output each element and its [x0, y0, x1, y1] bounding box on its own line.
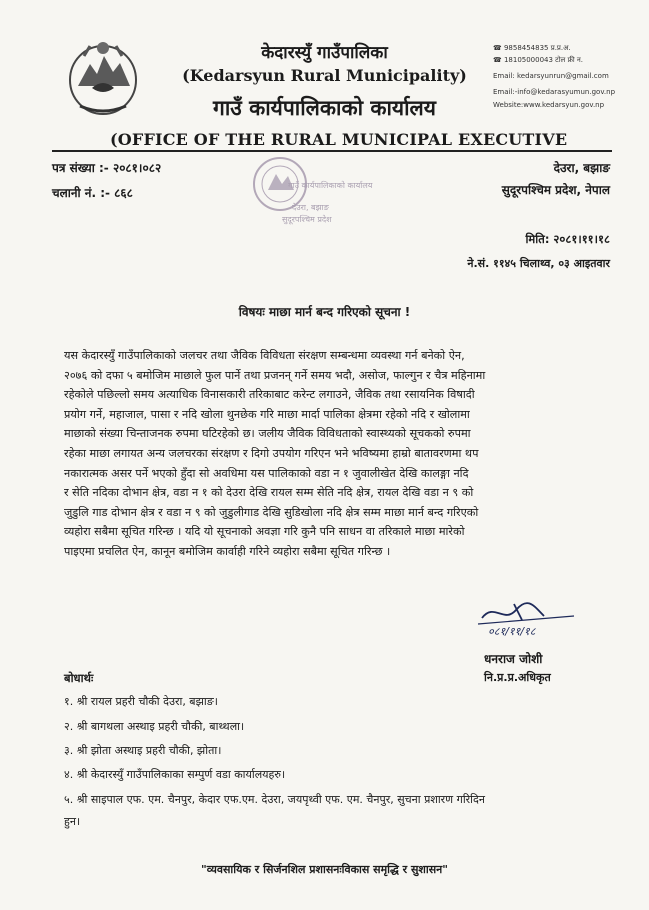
cc-heading: बोधार्थः	[64, 671, 94, 685]
office-name-english: (OFFICE OF THE RURAL MUNICIPAL EXECUTIVE	[110, 130, 568, 149]
province-name: सुदूरपश्चिम प्रदेश, नेपाल	[501, 183, 610, 197]
body-line: र सेति नदिका दोभान क्षेत्र, वडा न १ को देउरा देखि रायल सम्म सेति नदि क्षेत्र, रायल देखि वडा न ९ को	[64, 486, 474, 500]
cc-item: २. श्री बागथला अस्थाइ प्रहरी चौकी, बाथ्थला।	[64, 720, 245, 733]
body-line: नकारात्मक असर पर्ने भएको हुँदा सो अवधिमा यस पालिकाको वडा न १ जुवालीखेत देखि कालङ्गा नदि	[64, 466, 469, 480]
contact-email-2: Email:-info@kedarasyumun.gov.np	[493, 88, 616, 96]
cc-item: ५. श्री साइपाल एफ. एम. चैनपुर, केदार एफ.एम. देउरा, जयपृथ्वी एफ. एम. चैनपुर, सुचना प्रशारण गरिदिन	[64, 793, 485, 806]
nepal-sambat-date: ने.सं. ११४५ चिलाथ्व, ०३ आइतवार	[467, 257, 610, 270]
cc-item: हुन।	[64, 815, 81, 828]
stamp-text-2: देउरा, बझाङ	[292, 203, 329, 212]
body-line: रहेका माछा लगायत अन्य जलचरका संरक्षण र दिगो उपयोग गरिएन भने भविष्यमा हाम्रो बातावरणमा थप	[64, 446, 479, 460]
body-line: रहेकोले पछिल्लो समय अत्याधिक विनासकारी तरिकाबाट करेन्ट लगाउने, जैविक तथा रसायनिक विषादी	[64, 388, 475, 402]
body-line: व्यहोरा सबैमा सूचित गरिन्छ । यदि यो सूचनाको अवज्ञा गरि कुनै पनि साधन वा तरिकाले माछा मारेको	[64, 525, 465, 539]
contact-website: Website:www.kedarsyun.gov.np	[493, 101, 605, 109]
body-line: पाइएमा प्रचलित ऐन, कानून बमोजिम कार्वाही गरिने व्यहोरा सबैमा सूचित गरिन्छ ।	[64, 544, 391, 558]
signature-date: ०८१/११/१८	[488, 625, 536, 638]
municipality-name-english: (Kedarsyun Rural Municipality)	[182, 66, 467, 85]
body-line: जुडुलि गाड दोभान क्षेत्र र वडा न ९ को जुडुलीगाड देखि सुडिखोला नदि क्षेत्र सम्म माछा मार्न बन्द गरिएको	[64, 505, 479, 519]
stamp-text-3: सुदूरपश्चिम प्रदेश	[282, 215, 332, 224]
reference-number: पत्र संख्या :- २०८१।०८२	[52, 161, 162, 175]
body-line: प्रयोग गर्ने, महाजाल, पासा र नदि खोला थुनछेक गरि माछा मार्दा पालिका क्षेत्रमा रहेको नदि र खोलामा	[64, 407, 470, 421]
signatory-designation: नि.प्र.प्र.अधिकृत	[484, 671, 551, 684]
body-line: यस केदारस्युँ गाउँपालिकाको जलचर तथा जैविक विविधता संरक्षण सम्बन्धमा व्यवस्था गर्न बनेको ऐन,	[64, 349, 465, 362]
office-name-nepali: गाउँ कार्यपालिकाको कार्यालय	[213, 96, 436, 120]
contact-email-1: Email: kedarsyunrun@gmail.com	[493, 72, 609, 80]
office-location: देउरा, बझाङ	[553, 161, 610, 175]
body-line: २०७६ को दफा ५ बमोजिम माछाले फुल पार्ने तथा प्रजनन् गर्ने समय भदौ, असोज, फाल्गुन र चैत्र महिनामा	[64, 368, 486, 382]
signature-block	[474, 598, 584, 644]
office-stamp	[242, 150, 373, 230]
signatory-name: धनराज जोशी	[484, 652, 543, 666]
phone-icon: ☎	[493, 44, 504, 52]
body-line: माछाको संख्या चिन्ताजनक रुपमा घटिरहेको छ। जलीय जैविक विविधताको स्वास्थ्यको सूचकको रुपमा	[64, 427, 471, 441]
notice-body	[64, 346, 584, 562]
notice-date: मिति: २०८१।११।१८	[525, 232, 610, 246]
municipality-name-nepali: केदारस्युँ गाउँपालिका	[261, 43, 388, 63]
phone-icon: ☎	[493, 56, 504, 64]
notice-subject: विषयः माछा मार्न बन्द गरिएको सूचना !	[238, 305, 411, 319]
dispatch-number: चलानी नं. :- ८६८	[52, 186, 133, 200]
contact-phone-2: ☎ 18105000043 टोल फ्री न.	[493, 56, 584, 64]
footer-slogan: "व्यवसायिक र सिर्जनशिल प्रशासनःविकास समृद्धि र सुशासन"	[200, 863, 448, 876]
stamp-text-1: गाउँ कार्यपालिकाको कार्यालय	[288, 181, 373, 190]
contact-phone-1: ☎ 9858454835 प्र.प्र.अ.	[493, 44, 571, 52]
cc-item: ४. श्री केदारस्युँ गाउँपालिकाका सम्पुर्ण वडा कार्यालयहरु।	[64, 768, 286, 781]
cc-item: ३. श्री झोता अस्थाइ प्रहरी चौकी, झोता।	[64, 744, 222, 757]
cc-item: १. श्री रायल प्रहरी चौकी देउरा, बझाङ।	[64, 695, 218, 708]
